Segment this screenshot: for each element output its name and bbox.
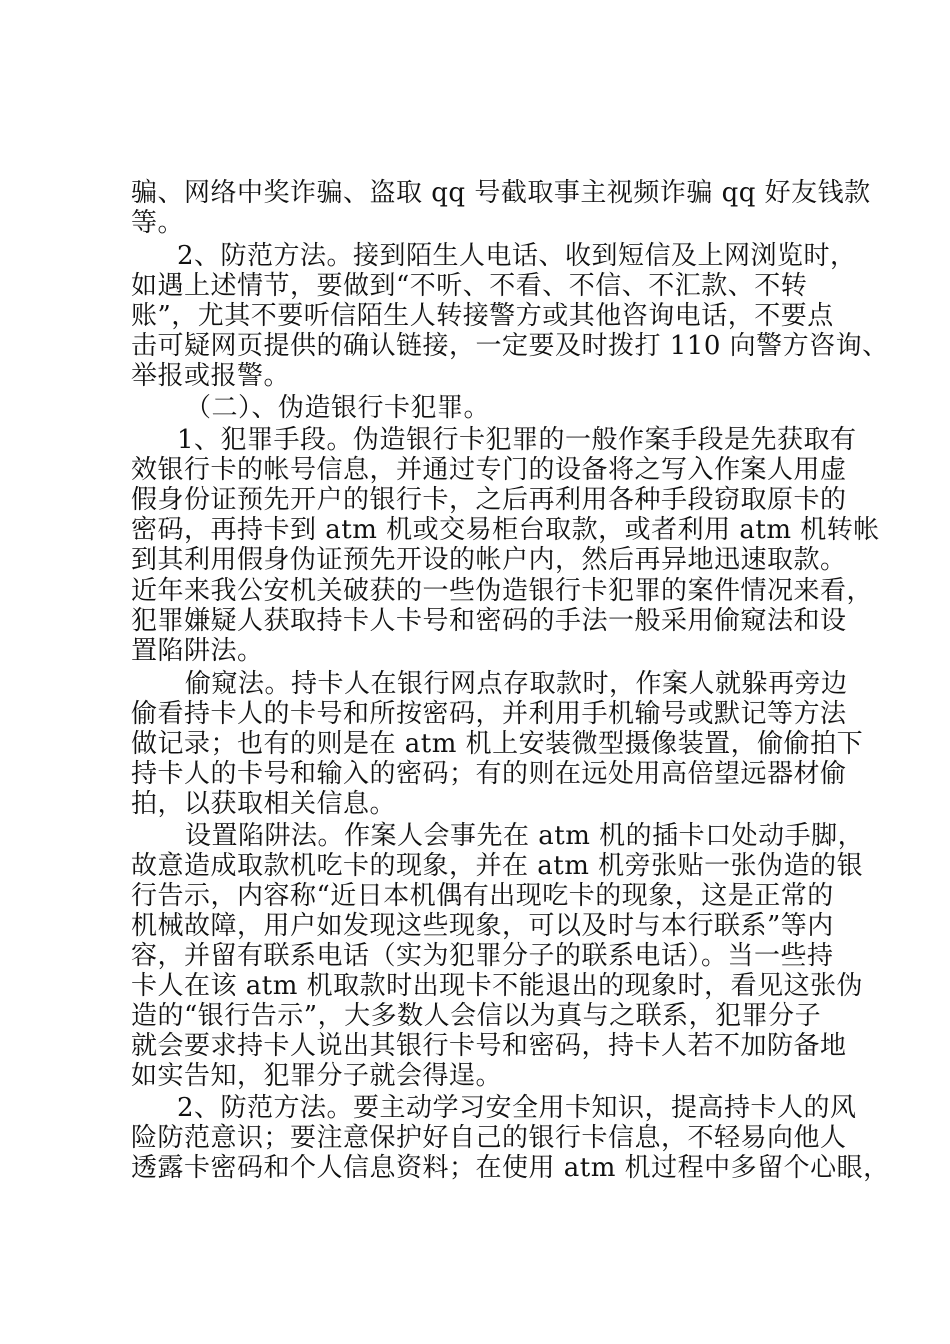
text-line: 近年来我公安机关破获的一些伪造银行卡犯罪的案件情况来看， [131,576,874,606]
text-line: 2、防范方法。接到陌生人电话、收到短信及上网浏览时， [177,241,857,271]
text-line: 持卡人的卡号和输入的密码；有的则在远处用高倍望远器材偷 [131,759,847,789]
text-line: 举报或报警。 [131,361,291,391]
text-line: 透露卡密码和个人信息资料；在使用 atm 机过程中多留个心眼， [131,1153,890,1183]
text-line: 效银行卡的帐号信息，并通过专门的设备将之写入作案人用虚 [131,455,847,485]
text-line: 账”，尤其不要听信陌生人转接警方或其他咨询电话，不要点 [131,301,834,331]
text-line: 骗、网络中奖诈骗、盗取 qq 号截取事主视频诈骗 qq 好友钱款 [131,178,871,208]
text-line: 卡人在该 atm 机取款时出现卡不能退出的现象时，看见这张伪 [131,971,864,1001]
text-line: 密码，再持卡到 atm 机或交易柜台取款，或者利用 atm 机转帐 [131,515,880,545]
text-line: 假身份证预先开户的银行卡，之后再利用各种手段窃取原卡的 [131,485,847,515]
text-line: 2、防范方法。要主动学习安全用卡知识，提高持卡人的风 [177,1093,857,1123]
text-line: 设置陷阱法。作案人会事先在 atm 机的插卡口处动手脚， [185,821,865,851]
text-line: 机械故障，用户如发现这些现象，可以及时与本行联系”等内 [131,911,834,941]
text-line: 偷窥法。持卡人在银行网点存取款时，作案人就躲再旁边 [185,669,848,699]
text-line: 就会要求持卡人说出其银行卡号和密码，持卡人若不加防备地 [131,1031,847,1061]
text-line: 到其利用假身伪证预先开设的帐户内，然后再异地迅速取款。 [131,545,847,575]
text-line: 拍，以获取相关信息。 [131,789,397,819]
text-line: 如遇上述情节，要做到“不听、不看、不信、不汇款、不转 [131,271,808,301]
text-line: 偷看持卡人的卡号和所按密码，并利用手机输号或默记等方法 [131,699,847,729]
text-line: 险防范意识；要注意保护好自己的银行卡信息，不轻易向他人 [131,1123,847,1153]
text-line: 故意造成取款机吃卡的现象，并在 atm 机旁张贴一张伪造的银 [131,851,864,881]
text-line: 造的“银行告示”，大多数人会信以为真与之联系，犯罪分子 [131,1001,822,1031]
text-line: 击可疑网页提供的确认链接，一定要及时拨打 110 向警方咨询、 [131,331,889,361]
text-line: 容，并留有联系电话（实为犯罪分子的联系电话）。当一些持 [131,941,834,971]
text-line: 置陷阱法。 [131,636,264,666]
text-line: 做记录；也有的则是在 atm 机上安装微型摄像装置，偷偷拍下 [131,729,864,759]
section-heading: （二）、伪造银行卡犯罪。 [185,393,491,423]
text-line: 行告示，内容称“近日本机偶有出现吃卡的现象，这是正常的 [131,881,834,911]
text-line: 如实告知，犯罪分子就会得逞。 [131,1061,503,1091]
text-line: 1、犯罪手段。伪造银行卡犯罪的一般作案手段是先获取有 [177,425,857,455]
text-line: 等。 [131,208,185,238]
text-line: 犯罪嫌疑人获取持卡人卡号和密码的手法一般采用偷窥法和设 [131,606,847,636]
